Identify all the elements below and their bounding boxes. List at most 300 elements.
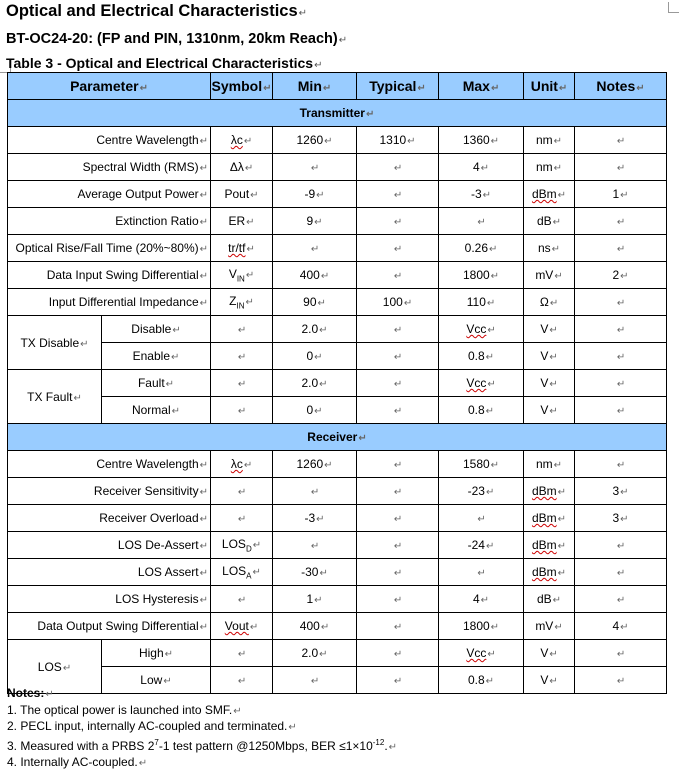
paragraph-mark: ↵: [552, 595, 562, 606]
paragraph-mark: ↵: [171, 406, 181, 417]
cell-notes: [575, 640, 667, 667]
cell-max-text: 1580: [462, 457, 490, 471]
cell-parameter: [8, 262, 211, 289]
note-2: 2. PECL input, internally AC-coupled and terminated.↵: [7, 719, 297, 733]
cell-parameter: [8, 532, 211, 559]
paragraph-mark: ↵: [480, 163, 490, 174]
cell-sub-parameter-text: Fault: [137, 376, 165, 390]
table-row: [8, 451, 667, 478]
paragraph-mark: ↵: [393, 379, 403, 390]
cell-parameter-text: Data Input Swing Differential: [46, 268, 199, 282]
paragraph-mark: ↵: [393, 487, 403, 498]
paragraph-mark: ↵: [199, 244, 209, 255]
paragraph-mark: ↵: [310, 487, 320, 498]
cell-min-text: 2.0: [301, 322, 319, 336]
paragraph-mark: ↵: [393, 514, 403, 525]
table-row: [8, 505, 667, 532]
cell-notes: [575, 613, 667, 640]
paragraph-mark: ↵: [358, 433, 367, 444]
cell-typical: [357, 208, 439, 235]
cell-group-label-text: LOS: [37, 659, 62, 674]
cell-unit: [524, 505, 575, 532]
cell-typical: [357, 370, 439, 397]
cell-parameter: [8, 181, 211, 208]
cell-notes: [575, 478, 667, 505]
paragraph-mark: ↵: [246, 217, 255, 228]
paragraph-mark: ↵: [80, 338, 89, 350]
paragraph-mark: ↵: [557, 190, 567, 201]
cell-notes: [575, 586, 667, 613]
cell-notes: [575, 262, 667, 289]
paragraph-mark: ↵: [552, 217, 562, 228]
paragraph-mark: ↵: [199, 514, 209, 525]
cell-notes: [575, 532, 667, 559]
cell-parameter: [8, 235, 211, 262]
paragraph-mark: ↵: [487, 379, 496, 390]
cell-typical: [357, 586, 439, 613]
table-row: [8, 613, 667, 640]
cell-notes: [575, 505, 667, 532]
cell-unit-text: dBm: [531, 538, 557, 552]
paragraph-mark: ↵: [393, 595, 403, 606]
cell-max: [439, 397, 524, 424]
paragraph-mark: ↵: [616, 217, 626, 228]
cell-parameter-text: Spectral Width (RMS): [82, 160, 199, 174]
header-min: Min↵: [273, 73, 357, 100]
paragraph-mark: ↵: [320, 271, 330, 282]
cell-notes: [575, 181, 667, 208]
cell-max-text: 0.26: [464, 241, 488, 255]
cell-symbol: [211, 478, 273, 505]
cell-max-text: 1800: [462, 268, 490, 282]
cell-min: [273, 127, 357, 154]
cell-symbol: [211, 289, 273, 316]
note-4: 4. Internally AC-coupled.↵: [7, 755, 148, 769]
cell-min-text: 2.0: [301, 376, 319, 390]
cell-max-text: Vcc: [466, 322, 487, 336]
cell-unit: [524, 154, 575, 181]
cell-unit-text: V: [540, 376, 549, 390]
cell-min-text: 400: [299, 268, 320, 282]
cell-symbol: [211, 505, 273, 532]
cell-max-text: 1800: [462, 619, 490, 633]
cell-min: [273, 316, 357, 343]
cell-max-text: -23: [467, 484, 485, 498]
paragraph-mark: ↵: [245, 269, 255, 281]
paragraph-mark: ↵: [199, 136, 209, 147]
cell-min: [273, 559, 357, 586]
paragraph-mark: ↵: [403, 298, 413, 309]
header-parameter: Parameter↵: [8, 73, 211, 100]
paragraph-mark: ↵: [250, 190, 259, 201]
table-row: [8, 640, 667, 667]
cell-group-label: [8, 370, 102, 424]
cell-max-text: Vcc: [466, 646, 487, 660]
cell-symbol: [211, 316, 273, 343]
symbol-main: LOS: [221, 536, 246, 551]
cell-min: [273, 613, 357, 640]
cell-unit-text: dBm: [531, 565, 557, 579]
cell-max: [439, 478, 524, 505]
cell-symbol: [211, 208, 273, 235]
cell-max: [439, 262, 524, 289]
paragraph-mark: ↵: [393, 622, 403, 633]
cell-notes: [575, 289, 667, 316]
paragraph-mark: ↵: [310, 676, 320, 687]
symbol-main: V: [228, 266, 237, 281]
cell-max: [439, 370, 524, 397]
paragraph-mark: ↵: [616, 244, 626, 255]
cell-max: [439, 640, 524, 667]
cell-notes: [575, 127, 667, 154]
paragraph-mark: ↵: [163, 676, 172, 687]
paragraph-mark: ↵: [199, 541, 209, 552]
cell-sub-parameter: [102, 316, 211, 343]
cell-parameter-text: Average Output Power: [77, 187, 199, 201]
paragraph-mark: ↵: [477, 514, 486, 525]
cell-parameter: [8, 613, 211, 640]
paragraph-mark: ↵: [237, 406, 247, 417]
cell-max: [439, 154, 524, 181]
cell-unit-text: Ω: [539, 295, 549, 309]
section-receiver: [8, 424, 667, 451]
cell-parameter: [8, 208, 211, 235]
cell-min: [273, 532, 357, 559]
paragraph-mark: ↵: [553, 163, 563, 174]
cell-unit: [524, 640, 575, 667]
paragraph-mark: ↵: [553, 460, 563, 471]
cell-symbol: [211, 181, 273, 208]
cell-parameter: [8, 559, 211, 586]
paragraph-mark: ↵: [549, 649, 558, 660]
cell-typical-text: 1310: [379, 133, 407, 147]
paragraph-mark: ↵: [485, 676, 495, 687]
cell-symbol: [211, 343, 273, 370]
paragraph-mark: ↵: [252, 566, 261, 578]
cell-min: [273, 397, 357, 424]
paragraph-mark: ↵: [252, 539, 262, 551]
paragraph-mark: ↵: [320, 622, 330, 633]
paragraph-mark: ↵: [199, 487, 209, 498]
header-unit: Unit↵: [524, 73, 575, 100]
table-row: [8, 532, 667, 559]
cell-parameter-text: Extinction Ratio: [115, 214, 199, 228]
cell-typical: [357, 235, 439, 262]
characteristics-table: [7, 72, 667, 694]
paragraph-mark: ↵: [482, 190, 492, 201]
cell-parameter-text: LOS Hysteresis: [115, 592, 199, 606]
cell-unit: [524, 127, 575, 154]
cell-max-text: 0.8: [467, 349, 485, 363]
symbol-sub: IN: [236, 274, 245, 284]
cell-parameter-text: Data Output Swing Differential: [37, 619, 199, 633]
cell-unit: [524, 478, 575, 505]
paragraph-mark: ↵: [549, 325, 558, 336]
paragraph-mark: ↵: [485, 541, 495, 552]
cell-max-text: 0.8: [467, 673, 485, 687]
cell-unit-text: nm: [535, 160, 553, 174]
cell-min-text: 9: [306, 214, 314, 228]
cell-max-text: 0.8: [467, 403, 485, 417]
table-row: [8, 559, 667, 586]
cell-sub-parameter-text: High: [138, 646, 164, 660]
cell-typical: [357, 478, 439, 505]
page-title: Optical and Electrical Characteristics↵: [6, 2, 308, 20]
cell-sub-parameter-text: Disable: [131, 322, 172, 336]
cell-symbol-text: Vout: [224, 619, 249, 633]
cell-parameter-text: Receiver Sensitivity: [93, 484, 199, 498]
cell-unit-text: V: [540, 322, 549, 336]
cell-max-text: -3: [470, 187, 482, 201]
paragraph-mark: ↵: [487, 649, 496, 660]
cell-max: [439, 289, 524, 316]
cell-unit: [524, 370, 575, 397]
cell-symbol-text: ER: [228, 214, 246, 228]
paragraph-mark: ↵: [486, 298, 496, 309]
cell-unit: [524, 451, 575, 478]
paragraph-mark: ↵: [393, 460, 403, 471]
cell-max: [439, 127, 524, 154]
cell-unit-text: V: [540, 403, 549, 417]
cell-parameter-text: Receiver Overload: [99, 511, 199, 525]
cell-unit-text: mV: [535, 619, 554, 633]
paragraph-mark: ↵: [616, 676, 626, 687]
paragraph-mark: ↵: [616, 298, 626, 309]
paragraph-mark: ↵: [316, 514, 325, 525]
cell-max: [439, 532, 524, 559]
paragraph-mark: ↵: [310, 541, 320, 552]
cell-min: [273, 451, 357, 478]
paragraph-mark: ↵: [393, 406, 403, 417]
cell-typical: [357, 505, 439, 532]
cell-typical: [357, 289, 439, 316]
paragraph-mark: ↵: [199, 460, 209, 471]
cell-symbol: [211, 451, 273, 478]
page-subtitle: BT-OC24-20: (FP and PIN, 1310nm, 20km Reach)↵: [6, 31, 348, 47]
paragraph-mark: ↵: [164, 649, 174, 660]
cell-min-text: 1260: [296, 133, 324, 147]
cell-parameter-text: LOS Assert: [137, 565, 199, 579]
paragraph-mark: ↵: [616, 406, 626, 417]
cell-min: [273, 208, 357, 235]
paragraph-mark: ↵: [490, 271, 500, 282]
cell-unit-text: nm: [535, 133, 553, 147]
paragraph-mark: ↵: [553, 136, 563, 147]
cell-min-text: 1: [306, 592, 314, 606]
cell-symbol-text: λc: [230, 133, 243, 147]
paragraph-mark: ↵: [549, 676, 558, 687]
paragraph-mark: ↵: [616, 136, 626, 147]
cell-parameter-text: Centre Wavelength: [96, 133, 199, 147]
cell-typical: [357, 532, 439, 559]
paragraph-mark: ↵: [237, 649, 247, 660]
cell-sub-parameter: [102, 640, 211, 667]
paragraph-mark: ↵: [616, 460, 626, 471]
paragraph-mark: ↵: [485, 352, 495, 363]
cell-min: [273, 235, 357, 262]
cell-max: [439, 667, 524, 694]
cell-min: [273, 586, 357, 613]
cell-max-text: Vcc: [466, 376, 487, 390]
cell-min: [273, 181, 357, 208]
cell-min: [273, 370, 357, 397]
paragraph-mark: ↵: [171, 352, 180, 363]
cell-unit-text: dBm: [531, 484, 557, 498]
paragraph-mark: ↵: [319, 568, 328, 579]
cell-notes: [575, 397, 667, 424]
cell-min: [273, 343, 357, 370]
paragraph-mark: ↵: [199, 622, 209, 633]
paragraph-mark: ↵: [393, 541, 403, 552]
cell-unit-text: dBm: [531, 187, 557, 201]
cell-unit: [524, 667, 575, 694]
cell-notes: [575, 559, 667, 586]
cell-parameter: [8, 154, 211, 181]
cell-unit-text: V: [540, 646, 549, 660]
paragraph-mark: ↵: [393, 271, 403, 282]
cell-typical: [357, 613, 439, 640]
cell-notes-text: 4: [612, 619, 620, 633]
cell-unit-text: V: [540, 673, 549, 687]
paragraph-mark: ↵: [393, 163, 403, 174]
paragraph-mark: ↵: [549, 379, 558, 390]
symbol-sub: D: [245, 544, 252, 554]
paragraph-mark: ↵: [616, 379, 626, 390]
cell-symbol-text: Δλ: [229, 160, 244, 174]
paragraph-mark: ↵: [393, 190, 403, 201]
cell-notes: [575, 154, 667, 181]
paragraph-mark: ↵: [620, 622, 629, 633]
paragraph-mark: ↵: [199, 217, 209, 228]
paragraph-mark: ↵: [319, 379, 328, 390]
cell-parameter: [8, 127, 211, 154]
paragraph-mark: ↵: [393, 217, 403, 228]
cell-parameter: [8, 289, 211, 316]
paragraph-mark: ↵: [73, 392, 82, 404]
corner-mark-right: [668, 2, 679, 13]
paragraph-mark: ↵: [314, 595, 323, 606]
cell-group-label-text: TX Fault: [27, 389, 73, 404]
cell-unit: [524, 235, 575, 262]
cell-typical: [357, 262, 439, 289]
paragraph-mark: ↵: [245, 296, 254, 308]
cell-unit: [524, 397, 575, 424]
paragraph-mark: ↵: [237, 352, 247, 363]
paragraph-mark: ↵: [489, 244, 498, 255]
paragraph-mark: ↵: [477, 568, 486, 579]
cell-unit-text: ns: [537, 241, 551, 255]
paragraph-mark: ↵: [310, 163, 320, 174]
cell-unit-text: V: [540, 349, 549, 363]
cell-max: [439, 208, 524, 235]
cell-notes: [575, 370, 667, 397]
cell-symbol-text: λc: [230, 457, 243, 471]
paragraph-mark: ↵: [620, 271, 629, 282]
cell-typical-text: 100: [382, 295, 403, 309]
cell-typical: [357, 343, 439, 370]
cell-symbol-text: tr/tf: [228, 241, 246, 255]
paragraph-mark: ↵: [237, 595, 247, 606]
paragraph-mark: ↵: [199, 190, 209, 201]
paragraph-mark: ↵: [324, 460, 333, 471]
paragraph-mark: ↵: [237, 325, 247, 336]
paragraph-mark: ↵: [244, 163, 254, 174]
paragraph-mark: ↵: [243, 460, 253, 471]
cell-unit-text: dB: [536, 214, 552, 228]
symbol-sub: A: [246, 571, 252, 581]
table-row: [8, 208, 667, 235]
cell-sub-parameter-text: Low: [140, 673, 163, 687]
cell-sub-parameter: [102, 370, 211, 397]
cell-notes-text: 2: [612, 268, 620, 282]
table-row: [8, 316, 667, 343]
paragraph-mark: ↵: [316, 190, 325, 201]
cell-min-text: -3: [304, 511, 316, 525]
cell-symbol: [211, 559, 273, 586]
header-typical: Typical↵: [357, 73, 439, 100]
cell-max-text: -24: [467, 538, 485, 552]
paragraph-mark: ↵: [62, 662, 72, 674]
section-label-text: Receiver: [307, 430, 358, 444]
paragraph-mark: ↵: [616, 352, 626, 363]
paragraph-mark: ↵: [310, 244, 320, 255]
cell-typical: [357, 154, 439, 181]
paragraph-mark: ↵: [407, 136, 416, 147]
cell-parameter: [8, 478, 211, 505]
paragraph-mark: ↵: [199, 271, 209, 282]
paragraph-mark: ↵: [616, 649, 626, 660]
table-row: [8, 586, 667, 613]
cell-unit: [524, 316, 575, 343]
cell-max: [439, 181, 524, 208]
paragraph-mark: ↵: [620, 487, 629, 498]
cell-max-text: 4: [472, 160, 480, 174]
cell-typical: [357, 316, 439, 343]
cell-symbol: [211, 262, 273, 289]
cell-unit: [524, 532, 575, 559]
cell-unit: [524, 262, 575, 289]
paragraph-mark: ↵: [199, 568, 209, 579]
paragraph-mark: ↵: [616, 325, 626, 336]
paragraph-mark: ↵: [485, 487, 495, 498]
paragraph-mark: ↵: [199, 298, 209, 309]
cell-sub-parameter-text: Enable: [132, 349, 170, 363]
header-max: Max↵: [439, 73, 524, 100]
paragraph-mark: ↵: [319, 649, 328, 660]
cell-unit-text: nm: [535, 457, 553, 471]
paragraph-mark: ↵: [557, 568, 567, 579]
cell-min: [273, 478, 357, 505]
cell-min: [273, 262, 357, 289]
paragraph-mark: ↵: [549, 352, 558, 363]
cell-unit: [524, 586, 575, 613]
paragraph-mark: ↵: [393, 352, 403, 363]
paragraph-mark: ↵: [616, 541, 626, 552]
paragraph-mark: ↵: [490, 622, 500, 633]
paragraph-mark: ↵: [237, 514, 247, 525]
paragraph-mark: ↵: [557, 514, 567, 525]
symbol-main: Z: [229, 293, 237, 308]
cell-max-text: 1360: [462, 133, 490, 147]
cell-symbol: [211, 154, 273, 181]
header-symbol: Symbol↵: [211, 73, 273, 100]
cell-symbol: [211, 127, 273, 154]
header-notes: Notes↵: [575, 73, 667, 100]
paragraph-mark: ↵: [477, 217, 486, 228]
table-header-row: [8, 73, 667, 100]
paragraph-mark: ↵: [199, 595, 209, 606]
note-1: 1. The optical power is launched into SMF.↵: [7, 702, 242, 717]
